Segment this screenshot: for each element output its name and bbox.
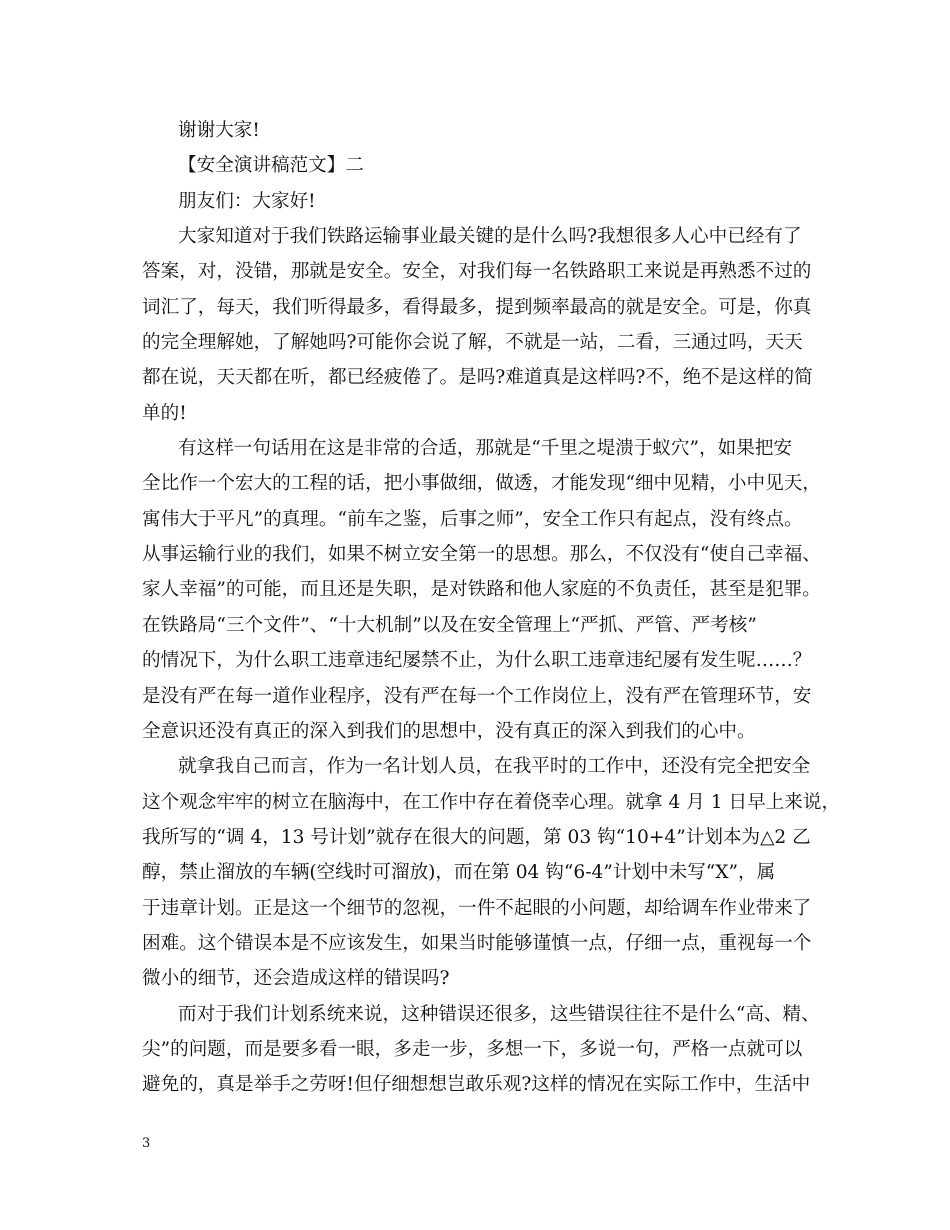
text-line: 家人幸福”的可能，而且还是失职，是对铁路和他人家庭的不负责任，甚至是犯罪。 (142, 579, 821, 601)
text-line: 困难。这个错误本是不应该发生，如果当时能够谨慎一点，仔细一点，重视每一个 (142, 932, 812, 954)
page-number: 3 (142, 1136, 151, 1151)
text-line: 谢谢大家! (178, 120, 260, 141)
text-line: 避免的，真是举手之劳呀!但仔细想想岂敢乐观?这样的情况在实际工作中，生活中 (142, 1074, 811, 1096)
text-line: 有这样一句话用在这是非常的合适，那就是“千里之堤溃于蚁穴”，如果把安 (178, 438, 793, 460)
text-line: 而对于我们计划系统来说，这种错误还很多，这些错误往往不是什么“高、精、 (178, 1003, 820, 1025)
text-line: 就拿我自己而言，作为一名计划人员，在我平时的工作中，还没有完全把安全 (178, 756, 811, 778)
text-line: 我所写的“调 4，13 号计划”就存在很大的问题，第 03 钩“10+4”计划本为△2 乙 (142, 826, 811, 848)
text-line: 的情况下，为什么职工违章违纪屡禁不止，为什么职工违章违纪屡有发生呢……？ (142, 650, 812, 672)
text-line: 寓伟大于平凡”的真理。“前车之鉴，后事之师”，安全工作只有起点，没有终点。 (142, 508, 803, 530)
text-line: 都在说，天天都在听，都已经疲倦了。是吗?难道真是这样吗?不，绝不是这样的简 (142, 367, 813, 389)
text-line: 单的! (142, 402, 187, 424)
text-line: 【安全演讲稿范文】二 (178, 155, 364, 177)
text-line: 词汇了，每天，我们听得最多，看得最多，提到频率最高的就是安全。可是，你真 (142, 296, 812, 318)
text-line: 尖”的问题，而是要多看一眼，多走一步，多想一下，多说一句，严格一点就可以 (142, 1038, 803, 1060)
text-line: 在铁路局“三个文件”、“十大机制”以及在安全管理上“严抓、严管、严考核” (142, 614, 757, 636)
text-line: 的完全理解她，了解她吗?可能你会说了解，不就是一站，二看，三通过吗，天天 (142, 332, 803, 354)
text-line: 是没有严在每一道作业程序，没有严在每一个工作岗位上，没有严在管理环节，安 (142, 685, 812, 707)
text-line: 醇，禁止溜放的车辆(空线时可溜放)，而在第 04 钩“6-4”计划中未写“X”，属 (142, 862, 776, 884)
text-line: 朋友们：大家好! (178, 190, 316, 212)
text-line: 微小的细节，还会造成这样的错误吗? (142, 968, 450, 990)
text-line: 全意识还没有真正的深入到我们的思想中，没有真正的深入到我们的心中。 (142, 720, 756, 742)
text-line: 答案，对，没错，那就是安全。安全，对我们每一名铁路职工来说是再熟悉不过的 (142, 261, 812, 283)
document-body (142, 113, 841, 1103)
text-line: 这个观念牢牢的树立在脑海中，在工作中存在着侥幸心理。就拿 4 月 1 日早上来说， (142, 791, 841, 813)
text-line: 全比作一个宏大的工程的话，把小事做细，做透，才能发现“细中见精，小中见天， (142, 473, 821, 495)
text-line: 大家知道对于我们铁路运输事业最关键的是什么吗?我想很多人心中已经有了 (178, 226, 802, 248)
text-line: 于违章计划。正是这一个细节的忽视，一件不起眼的小问题，却给调车作业带来了 (142, 897, 812, 919)
text-line: 从事运输行业的我们，如果不树立安全第一的思想。那么，不仅没有“使自己幸福、 (142, 544, 821, 566)
